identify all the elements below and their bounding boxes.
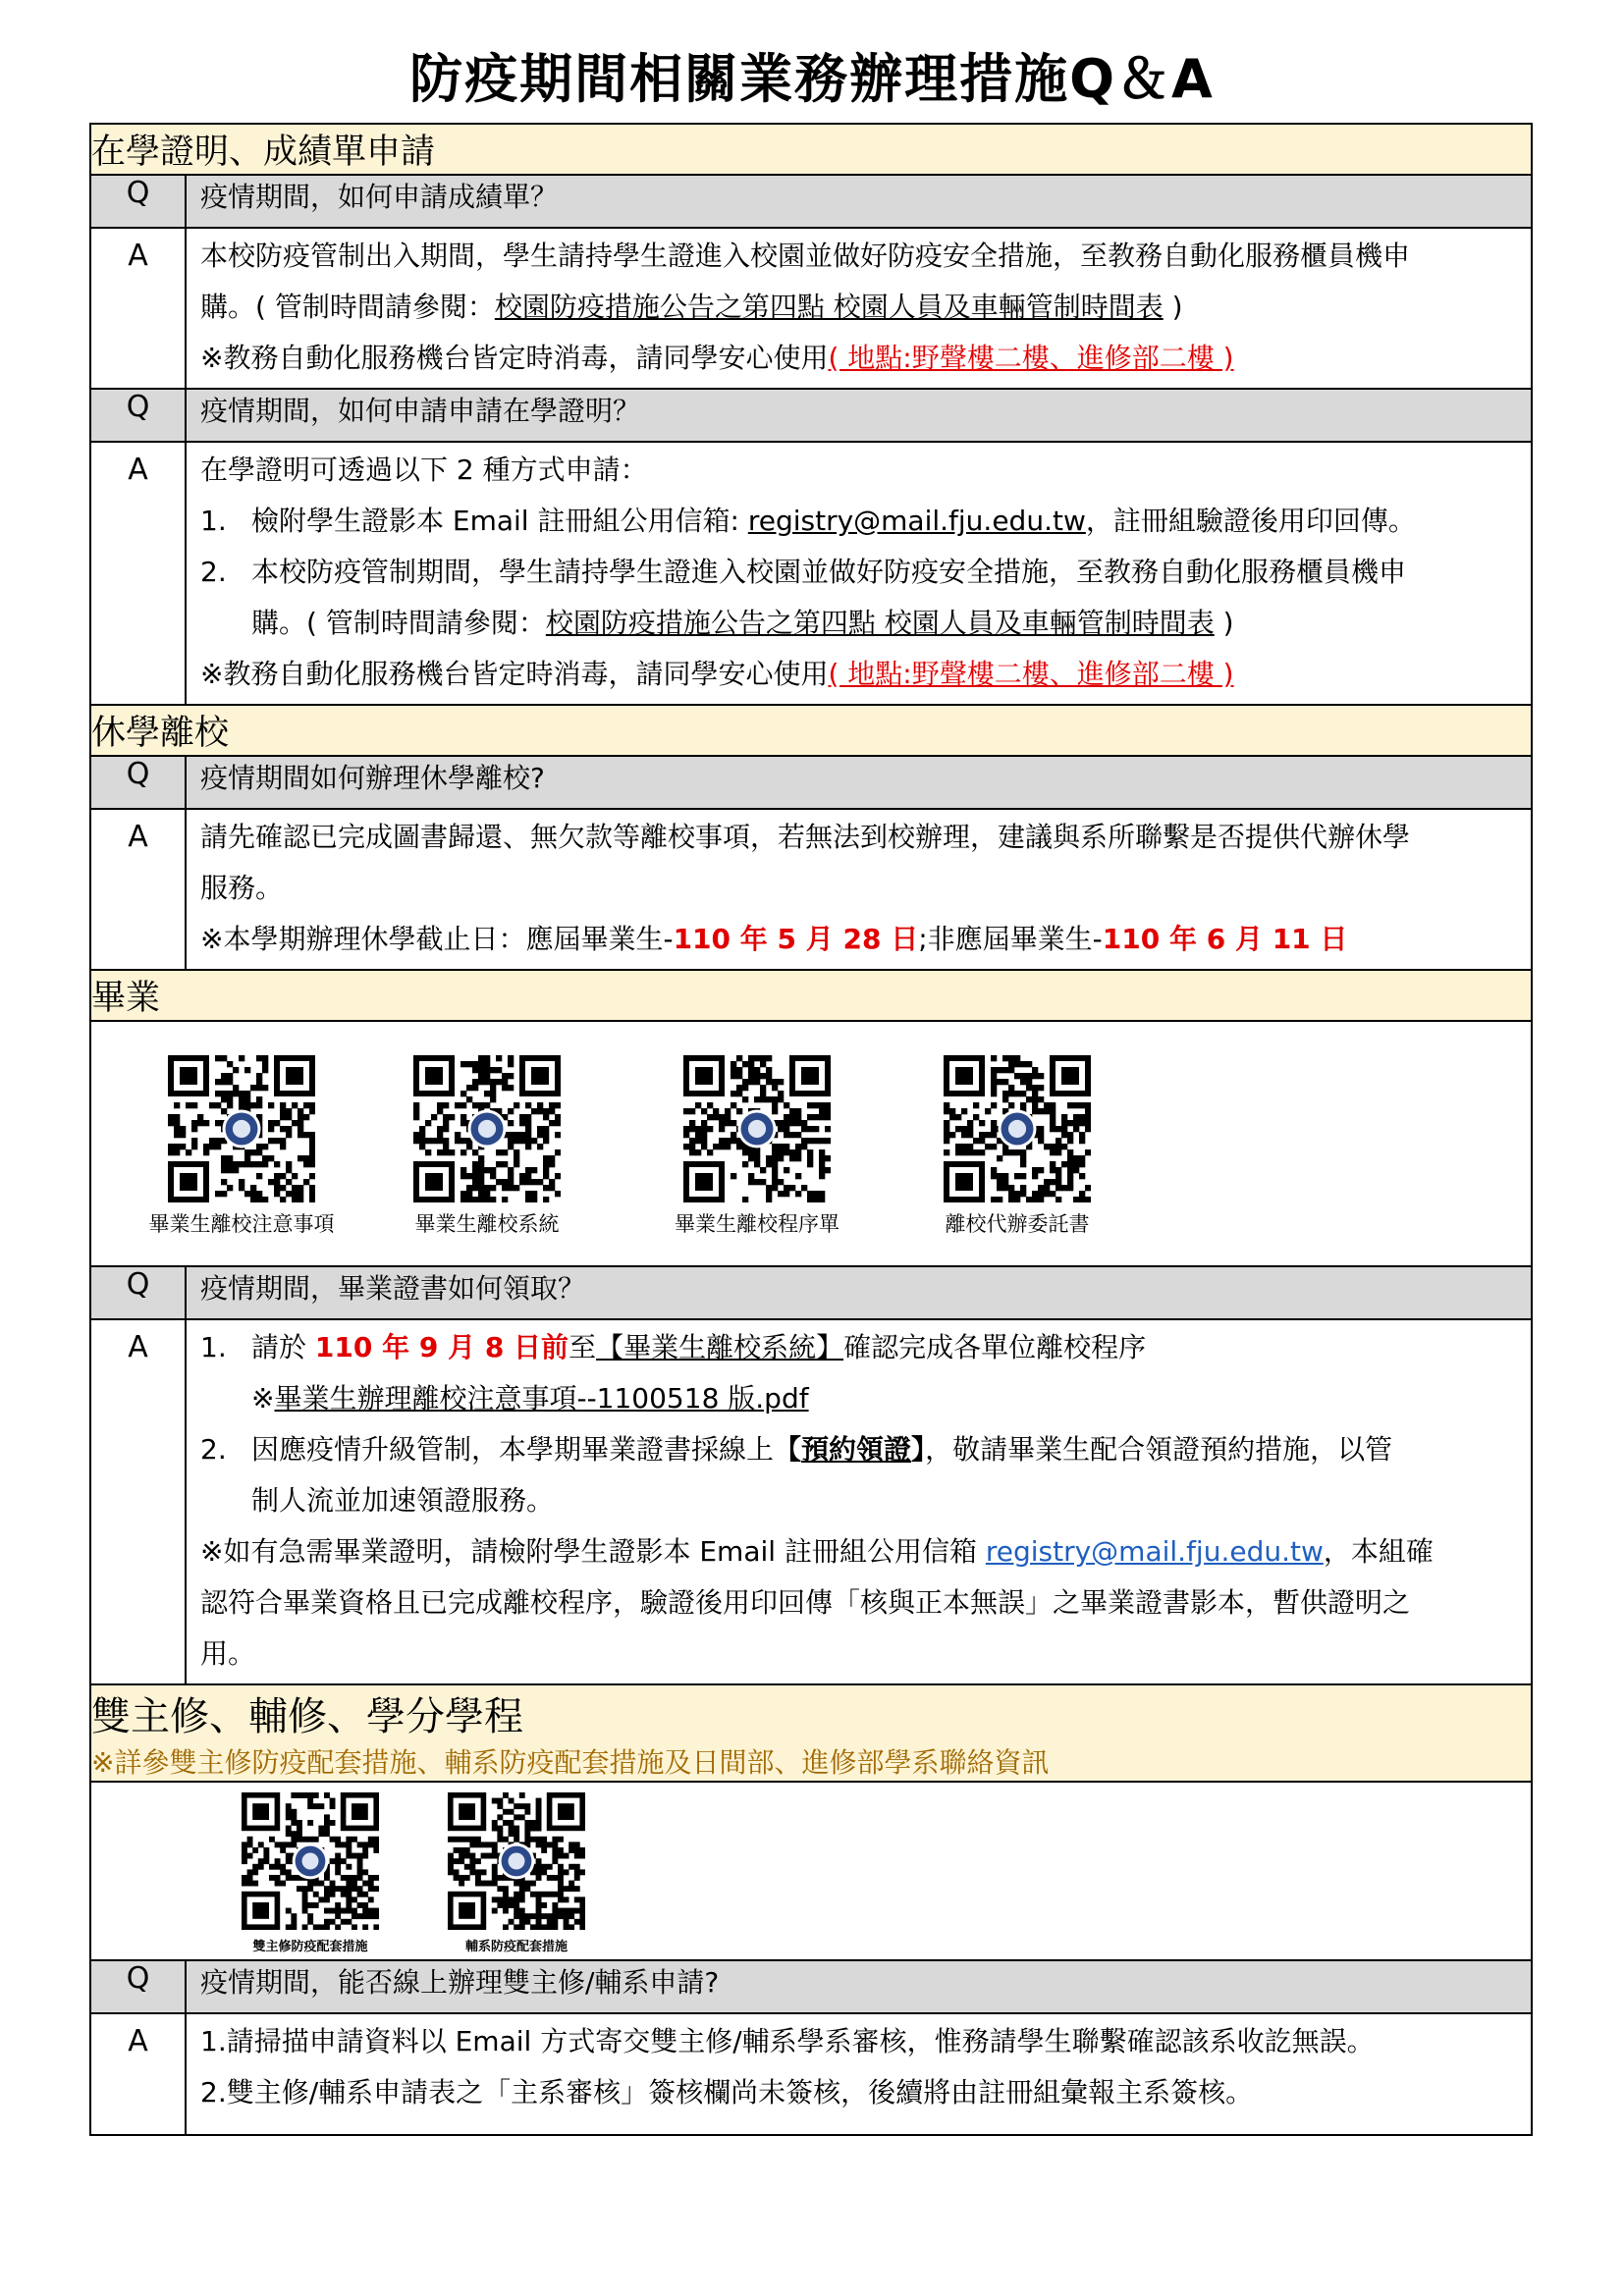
qr-code-panel xyxy=(90,1782,1532,1960)
answer-suspension xyxy=(186,809,1532,970)
list-number: 1. xyxy=(200,505,227,537)
answer-text: 至 xyxy=(568,1331,597,1363)
qr-code-item[interactable] xyxy=(885,1055,1150,1238)
answer-text: 檢附學生證影本 Email 註冊組公用信箱: xyxy=(251,505,748,537)
qr-code-label: 畢業生離校注意事項 xyxy=(148,1212,335,1236)
section-header-graduation: 畢業 xyxy=(90,970,1532,1021)
qr-code-image xyxy=(683,1055,831,1202)
section-note: ※詳參雙主修防疫配套措施、輔系防疫配套措施及日間部、進修部學系聯絡資訊 xyxy=(91,1746,1050,1779)
answer-line: 本校防疫管制出入期間，學生請持學生證進入校園並做好防疫安全措施，至教務自動化服務櫃員機申 xyxy=(200,240,1411,272)
qr-code-label: 畢業生離校系統 xyxy=(414,1212,560,1236)
a-label: A xyxy=(90,1319,186,1684)
answer-line xyxy=(200,282,1517,333)
qr-code-label: 輔系防疫配套措施 xyxy=(464,1940,568,1954)
qr-code-item[interactable] xyxy=(345,1055,629,1238)
answer-transcript xyxy=(186,228,1532,389)
qr-code-list xyxy=(91,1783,1531,1954)
q-label: Q xyxy=(90,756,186,809)
answer-text: ※如有急需畢業證明，請檢附學生證影本 Email 註冊組公用信箱 xyxy=(200,1535,986,1568)
answer-enrollment xyxy=(186,442,1532,705)
qr-code-item[interactable] xyxy=(138,1055,345,1238)
list-item xyxy=(200,1424,1517,1475)
a-label: A xyxy=(90,228,186,389)
qr-code-item[interactable] xyxy=(629,1055,885,1238)
q-label: Q xyxy=(90,175,186,228)
graduation-system-link[interactable]: 【畢業生離校系統】 xyxy=(596,1331,844,1363)
answer-double-major xyxy=(186,2013,1532,2135)
list-number: 1. xyxy=(200,1331,227,1363)
q-label: Q xyxy=(90,1960,186,2013)
control-time-link[interactable]: 校園防疫措施公告之第四點 校園人員及車輛管制時間表 xyxy=(545,607,1215,639)
answer-text: ※ xyxy=(251,1382,275,1415)
registry-email-link[interactable]: registry@mail.fju.edu.tw xyxy=(985,1535,1324,1568)
location-note: ( 地點:野聲樓二樓、進修部二樓 ) xyxy=(828,342,1234,374)
section-header-double-major xyxy=(90,1684,1532,1782)
answer-text: ，本組確 xyxy=(1323,1535,1434,1568)
a-label: A xyxy=(90,442,186,705)
qr-code-image xyxy=(448,1792,585,1930)
answer-line: 制人流並加速領證服務。 xyxy=(251,1484,555,1517)
qr-code-image xyxy=(242,1792,379,1930)
answer-line: 用。 xyxy=(200,1637,256,1670)
answer-text: ，註冊組驗證後用印回傳。 xyxy=(1085,505,1416,537)
answer-line xyxy=(200,1373,1517,1424)
appointment-link[interactable]: 預約領證 xyxy=(801,1433,912,1466)
list-number: 2. xyxy=(200,1433,227,1466)
bracket: 【 xyxy=(774,1433,802,1466)
qr-code-list xyxy=(91,1022,1531,1238)
list-item xyxy=(200,496,1517,547)
answer-line xyxy=(200,1526,1517,1577)
answer-line xyxy=(200,914,1517,965)
answer-text: ) xyxy=(1163,291,1183,323)
answer-text: ) xyxy=(1214,607,1234,639)
answer-text: 請於 xyxy=(251,1331,315,1363)
qr-code-panel xyxy=(90,1021,1532,1266)
answer-text: 本校防疫管制期間，學生請持學生證進入校園並做好防疫安全措施，至教務自動化服務櫃員機申 xyxy=(251,556,1407,588)
answer-line: 請先確認已完成圖書歸還、無欠款等離校事項，若無法到校辦理，建議與系所聯繫是否提供代辦休學 xyxy=(200,821,1411,853)
qr-code-label: 雙主修防疫配套措施 xyxy=(252,1940,368,1954)
location-note: ( 地點:野聲樓二樓、進修部二樓 ) xyxy=(828,658,1234,690)
deadline-date: 110 年 9 月 8 日前 xyxy=(314,1331,569,1363)
qr-code-label: 離校代辦委託書 xyxy=(945,1212,1090,1236)
page-title: 防疫期間相關業務辦理措施Q＆A xyxy=(409,48,1215,110)
a-label: A xyxy=(90,2013,186,2135)
answer-text: ，敬請畢業生配合領證預約措施，以管 xyxy=(925,1433,1393,1466)
list-number: 2. xyxy=(200,556,227,588)
bracket: 】 xyxy=(911,1433,926,1466)
answer-text: ※本學期辦理休學截止日：應屆畢業生- xyxy=(200,923,674,955)
departure-notes-pdf-link[interactable]: 畢業生辦理離校注意事項--1100518 版.pdf xyxy=(274,1382,809,1415)
deadline-date: 110 年 6 月 11 日 xyxy=(1102,923,1348,955)
list-item xyxy=(200,1322,1517,1373)
question-diploma: 疫情期間，畢業證書如何領取？ xyxy=(186,1266,1532,1319)
qr-code-item[interactable] xyxy=(207,1792,413,1954)
answer-line xyxy=(200,333,1517,384)
answer-text: ※教務自動化服務機台皆定時消毒，請同學安心使用 xyxy=(200,342,829,374)
question-transcript: 疫情期間，如何申請成績單？ xyxy=(186,175,1532,228)
answer-text: 確認完成各單位離校程序 xyxy=(843,1331,1147,1363)
question-suspension: 疫情期間如何辦理休學離校? xyxy=(186,756,1532,809)
answer-text: ※教務自動化服務機台皆定時消毒，請同學安心使用 xyxy=(200,658,829,690)
answer-line: 在學證明可透過以下 2 種方式申請： xyxy=(200,454,648,486)
answer-line xyxy=(200,598,1517,649)
deadline-date: 110 年 5 月 28 日 xyxy=(673,923,919,955)
q-label: Q xyxy=(90,1266,186,1319)
answer-text: 購。( 管制時間請參閱： xyxy=(200,291,495,323)
section-header-suspension: 休學離校 xyxy=(90,705,1532,756)
qr-code-item[interactable] xyxy=(413,1792,620,1954)
control-time-link[interactable]: 校園防疫措施公告之第四點 校園人員及車輛管制時間表 xyxy=(494,291,1164,323)
answer-line: 2.雙主修/輔系申請表之「主系審核」簽核欄尚未簽核，後續將由註冊組彙報主系簽核。 xyxy=(200,2076,1254,2109)
answer-line: 1.請掃描申請資料以 Email 方式寄交雙主修/輔系學系審核，惟務請學生聯繫確認該系收訖無誤。 xyxy=(200,2025,1375,2057)
answer-line: 認符合畢業資格且已完成離校程序，驗證後用印回傳「核與正本無誤」之畢業證書影本，暫供證明之 xyxy=(200,1586,1411,1619)
q-label: Q xyxy=(90,389,186,442)
section-title: 雙主修、輔修、學分學程 xyxy=(91,1694,523,1739)
registry-email-link[interactable]: registry@mail.fju.edu.tw xyxy=(747,505,1086,537)
qr-code-label: 畢業生離校程序單 xyxy=(675,1212,839,1236)
question-double-major: 疫情期間，能否線上辦理雙主修/輔系申請? xyxy=(186,1960,1532,2013)
answer-text: 因應疫情升級管制，本學期畢業證書採線上 xyxy=(251,1433,775,1466)
answer-text: ;非應屆畢業生- xyxy=(918,923,1103,955)
answer-line: 服務。 xyxy=(200,872,284,904)
section-header-transcript: 在學證明、成績單申請 xyxy=(90,124,1532,175)
qr-code-image xyxy=(168,1055,315,1202)
a-label: A xyxy=(90,809,186,970)
qr-code-image xyxy=(413,1055,561,1202)
answer-text: 購。( 管制時間請參閱： xyxy=(251,607,546,639)
list-item xyxy=(200,547,1517,598)
answer-diploma xyxy=(186,1319,1532,1684)
qr-code-image xyxy=(944,1055,1091,1202)
qa-table xyxy=(89,123,1533,2136)
question-enrollment: 疫情期間，如何申請申請在學證明？ xyxy=(186,389,1532,442)
answer-line xyxy=(200,649,1517,700)
